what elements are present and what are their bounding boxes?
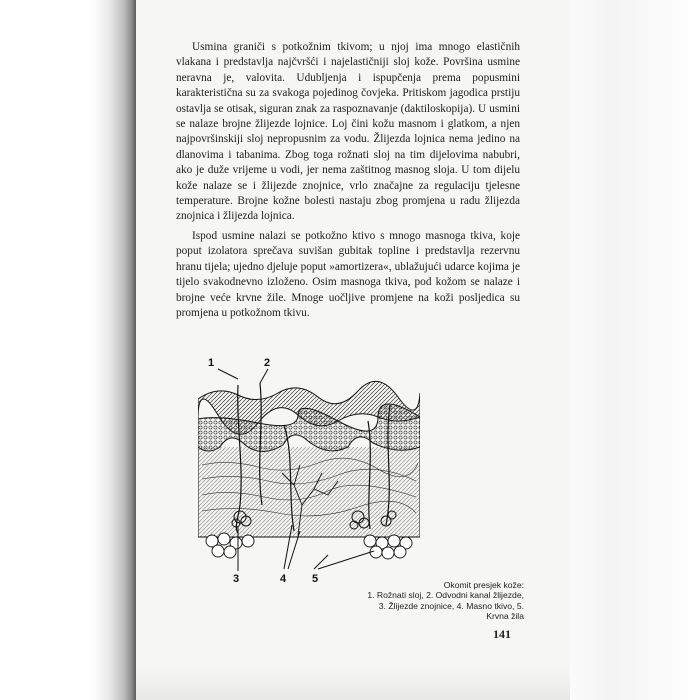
figure-label-3: 3	[233, 573, 240, 585]
figure-label-5: 5	[312, 573, 319, 585]
page-margin	[570, 0, 700, 700]
paragraph-2: Ispod usmine nalazi se potkožno ktivo s mnogo masnoga tkiva, koje poput izolatora sprečava suvišan gubitak topline i predstavlja rezervnu hranu tijela; ujedno djeluje poput »amortizera«, ublažujući udarce kojima je tijelo svakodnevno izloženo. Osim masnoga tkiva, pod kožom se nalaze i brojne veće krvne žile. Mnoge uočljive promjene na koži posljedica su promjena u potkožnom tkivu.	[176, 229, 520, 319]
paragraph-1: Usmina graniči s potkožnim tkivom; u njoj ima mnogo elastičnih vlakana i predstavlja najčvršći i najelastičniji sloj kože. Površina usmine neravna je, valovita. Udubljenja i ispupčenja prema popusmini karakteristična su za svakoga pojedinog čovjeka. Pritiskom jagodica prstiju ostavlja se otisak, siguran znak za raspoznavanje (daktiloskopija). U usmini se nalaze brojne žlijezde lojnice. Loj čini kožu masnom i glatkom, a njen najpovršinskiji sloj nepropusnim za vodu. Žlijezda lojnica nema jedino na dlanovima i tabanima. Zbog toga rožnati sloj na tim dijelovima nabubri, ako je duže vrijeme u vodi, jer nema zaštitnog masnog sloja. U tom dijelu kože nalaze se i žlijezde znojnice, vrlo značajne za regulaciju tjelesne temperature. Brojne kožne bolesti nastaju zbog promjena u radu žlijezda znojnica i žlijezda lojnica.	[176, 41, 520, 223]
figure-label-2: 2	[264, 357, 271, 369]
caption-text: 1. Rožnati sloj, 2. Odvodni kanal žlijezde, 3. Žlijezde znojnice, 4. Masno tkivo, 5. Krvna žila	[367, 590, 524, 622]
figure-label-4: 4	[280, 573, 287, 585]
skin-illustration	[198, 355, 420, 585]
caption-title: Okomit presjek kože:	[443, 580, 524, 590]
page-number: 141	[493, 627, 511, 641]
figure-caption	[360, 580, 524, 622]
figure-label-1: 1	[208, 357, 215, 369]
skin-cross-section-figure	[198, 355, 420, 585]
body-text	[176, 40, 520, 321]
page-bottom-shadow	[136, 668, 570, 700]
book-spine-shadow	[0, 0, 136, 700]
